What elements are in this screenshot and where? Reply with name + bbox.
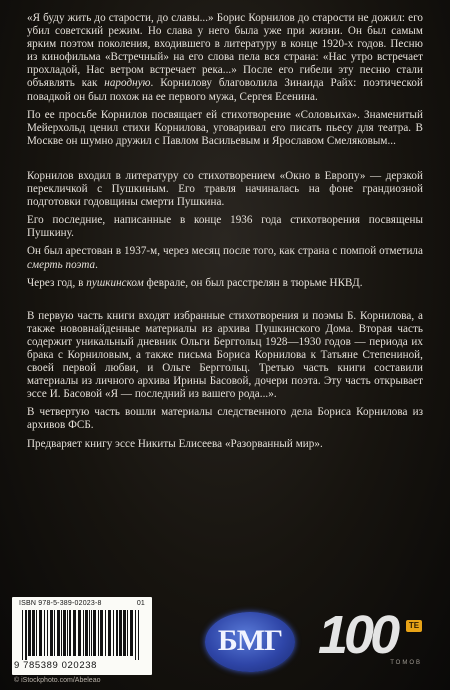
intro-block xyxy=(27,12,423,148)
annotation-text xyxy=(27,12,423,456)
paragraph-9: Предваряет книгу эссе Никиты Елисеева «Разорванный мир». xyxy=(27,437,323,450)
paragraph-7: В первую часть книги входят избранные стихотворения и поэмы Б. Корнилова, а также нововнайденные материалы из архива Пушкинского Дома. Вторая часть содержит уникальный дневник Ольги Берггольц 1928—1930 годов — периода их брака с Корниловым, а также письма Бориса Корнилова к Татьяне Степениной, своей первой любви, и Ольге Берггольц. Третью часть книги составили материалы из личного архива Ирины Басовой, дочери поэта. Эту часть открывает эссе И. Басовой «Я — последний из вашего рода...». xyxy=(27,309,423,401)
paragraph-3: Корнилов входил в литературу со стихотворением «Окно в Европу» — дерзкой перекличкой с Пушкиным. Его травля начиналась на фоне грандиозной подготовки годовщины смерти Пушкина. xyxy=(27,169,423,209)
paragraph-8: В четвертую часть вошли материалы следственного дела Бориса Корнилова из архивов ФСБ. xyxy=(27,406,423,432)
isbn-barcode xyxy=(12,597,152,675)
series-number: 100 xyxy=(318,605,397,665)
series-badge: ТЕ xyxy=(406,620,422,632)
paragraph-5: Он был арестован в 1937-м, через месяц после того, как страна с помпой отметила смерть поэта. xyxy=(27,245,423,271)
series-subtitle: ТОМОВ xyxy=(390,660,422,666)
paragraph-1: «Я буду жить до старости, до славы...» Борис Корнилов до старости не дожил: его убил советский режим. Но слава у него была уже при жизни. Он был самым ярким поэтом поколения, входившего в литературу в конце 1920-х годов. Песню из кинофильма «Встречный» на его слова пела вся страна: «Нас утро встречает прохладой, Нас ветром встречает река...» После его гибели эту песню стали объявлять как народную. Корнилову благоволила Зинаида Райх: поэтической повадкой он был похож на ее первого мужа, Сергея Есенина. xyxy=(27,12,423,103)
isbn-label: ISBN 978-5-389-02023-8 xyxy=(19,600,102,607)
isbn-suffix: 01 xyxy=(136,600,145,607)
series-logo xyxy=(318,605,428,672)
publisher-logo-text: БМГ xyxy=(217,624,283,657)
photo-credit: © iStockphoto.com/Abeleao xyxy=(14,677,101,684)
publisher-logo xyxy=(205,612,295,672)
paragraph-4: Его последние, написанные в конце 1936 года стихотворения посвящены Пушкину. xyxy=(27,214,423,240)
pushkin-block xyxy=(27,170,423,290)
barcode-bars xyxy=(22,610,142,660)
contents-block xyxy=(27,310,423,451)
paragraph-6: Через год, в пушкинском феврале, он был расстрелян в тюрьме НКВД. xyxy=(27,276,363,289)
paragraph-2: По ее просьбе Корнилов посвящает ей стихотворение «Соловьиха». Знаменитый Мейерхольд ценил стихи Корнилова, уговаривал его писать пьесу для театра. В Москве он шумно дружил с Павлом Васильевым и Ярославом Смеляковым... xyxy=(27,108,423,147)
barcode-digits: 9 785389 020238 xyxy=(14,660,97,671)
